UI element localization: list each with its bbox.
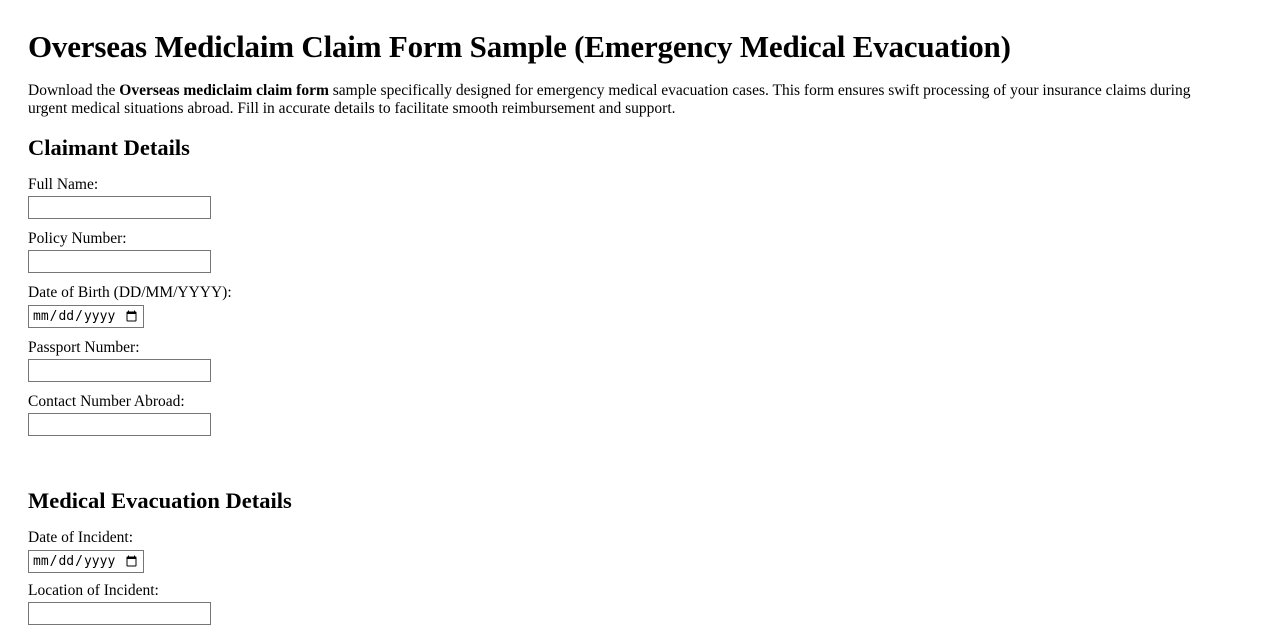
page-title: Overseas Mediclaim Claim Form Sample (Emergency Medical Evacuation) [28, 29, 1011, 64]
label-passport-number: Passport Number: [28, 338, 140, 356]
intro-text-bold: Overseas mediclaim claim form [119, 82, 329, 100]
field-date-of-birth [28, 283, 1235, 327]
contact-number-abroad-input[interactable] [28, 413, 211, 436]
intro-text-before: Download the [28, 82, 120, 100]
label-contact-number-abroad: Contact Number Abroad: [28, 393, 185, 411]
label-full-name: Full Name: [28, 175, 99, 193]
policy-number-input[interactable] [28, 250, 211, 273]
field-location-of-incident [28, 581, 1235, 625]
field-date-of-incident [28, 528, 1235, 572]
field-policy-number [28, 229, 1235, 273]
location-of-incident-input[interactable] [28, 602, 211, 625]
section-heading-medical-evacuation-details: Medical Evacuation Details [28, 488, 292, 514]
field-passport-number [28, 338, 1235, 382]
label-location-of-incident: Location of Incident: [28, 581, 159, 599]
date-of-birth-input[interactable] [28, 305, 144, 328]
date-of-incident-input[interactable] [28, 550, 144, 573]
full-name-input[interactable] [28, 196, 211, 219]
label-policy-number: Policy Number: [28, 229, 127, 247]
label-date-of-incident: Date of Incident: [28, 529, 134, 547]
field-full-name [28, 175, 1235, 219]
passport-number-input[interactable] [28, 359, 211, 382]
section-heading-claimant-details: Claimant Details [28, 134, 190, 160]
label-date-of-birth: Date of Birth (DD/MM/YYYY): [28, 284, 232, 302]
field-contact-number-abroad [28, 392, 1235, 436]
intro-text-after: sample specifically designed for emergency medical evacuation cases. This form ensures swift processing of your insurance claims during urgent medical situations abroad. Fill in accurate details to facilitate smooth reimbursement and support. [28, 82, 1191, 118]
section-spacer [28, 446, 1235, 472]
intro-paragraph [28, 82, 1233, 119]
